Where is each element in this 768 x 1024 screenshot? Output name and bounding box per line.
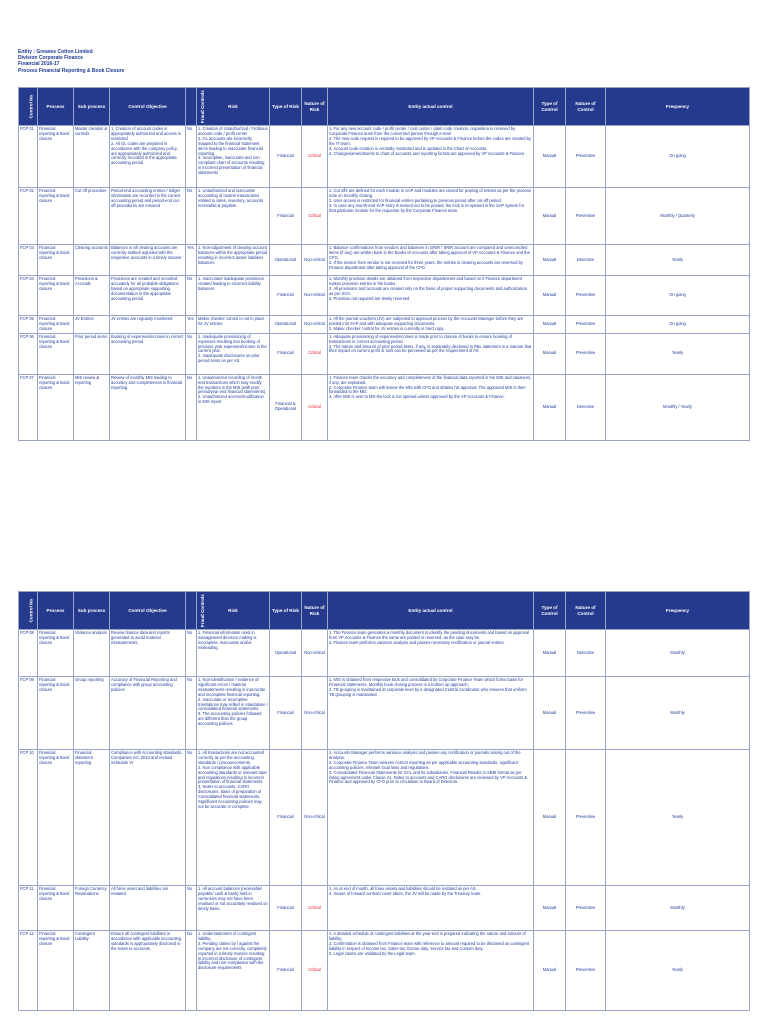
risk-type-cell: Financial [270,188,302,245]
table-row [19,374,750,440]
controls-table-1 [18,87,750,441]
frequency-cell: Yearly [606,750,750,886]
control-objective-cell: Compliance with Accounting standards, Companies Act, 2013 and revised Schedule VI [110,750,186,886]
document-header [18,49,124,74]
entity-control-cell: 1. Monthly provision details are obtained from respective departments and based on it Finance department makes provision entries in the books. 2. All provisions and accruals are created only on the basis of proper supporting documents and authorization as per SOA. 3. Provision not required are timely reversed. [328,276,534,316]
control-id-cell: FCP 02 [19,188,38,245]
risk-type-cell: Financial [270,126,302,188]
table-header-row [19,88,750,126]
header-process: Process [38,592,74,630]
header-sub-process: Sub process [74,88,110,126]
risk-cell: 1. Creation of Unauthorized / Fictitious account code / profit center 2. GL accounts are incorrectly mapped to the financial statement items leading to inaccurate financial reporting. 3. Incomplete, inaccurate and non compliant chart of accounts resulting in incorrect presentation of financial statements [197,126,270,188]
control-id-cell: FCP 05 [19,316,38,334]
risk-nature-cell: Non-critical [302,316,328,334]
risk-type-cell: Financial [270,276,302,316]
control-type-cell: Manual [534,126,566,188]
risk-nature-cell: Critical [302,333,328,374]
risk-type-cell: Financial [270,333,302,374]
risk-nature-cell: Critical [302,188,328,245]
table-body-2 [19,630,750,1011]
fraud-control-cell: No [186,931,197,1011]
fraud-control-cell: No [186,374,197,440]
fraud-control-cell: No [186,630,197,677]
risk-cell: 1. Financial information used in management decision making is incomplete, inaccurate and/or misleading. [197,630,270,677]
fraud-control-cell: No [186,886,197,931]
header-sub-process: Sub process [74,592,110,630]
risk-cell: 1. Inadequate provisioning of expenses resulting into booking of previous year expenses/income in the current year. 2. Inadequate disclosures on prior period items as per AS. [197,333,270,374]
header-control-no: Control No [19,88,38,126]
sub-process-cell: Contingent Liability [74,931,110,1011]
control-id-cell: FCP 10 [19,750,38,886]
process-cell: Financial reporting & Book closure [38,333,74,374]
control-id-cell: FCP 04 [19,276,38,316]
frequency-cell: Monthly [606,886,750,931]
header-fraud-controls: Fraud Controls [186,592,197,630]
header-type-of-control: Type of Control [534,88,566,126]
header-entity-control: Entity actual control [328,592,534,630]
control-type-cell: Manual [534,630,566,677]
risk-type-cell: Operational [270,245,302,276]
control-nature-cell: Preventive [566,126,606,188]
process-cell: Financial reporting & Book closure [38,750,74,886]
control-objective-cell: Review finance data and reports generated to avoid material misstatements. [110,630,186,677]
risk-cell: 1. All transactions are not accounted correctly as per the accounting standards / pronouncements. 2. Non compliance with applicable accounting standards or relevant laws and regulations resulting in incorrect presentation of financial statements 3. Notes to accounts, CARO disclosures, basis of preparation of Consolidated financial statements, Significant Accounting policies may not be accurate or complete. [197,750,270,886]
year-line: Financial 2016-17 [18,61,60,68]
control-id-cell: FCP 01 [19,126,38,188]
sub-process-cell: Group reporting [74,677,110,750]
frequency-cell: Monthly / Quarterly [606,188,750,245]
control-id-cell: FCP 03 [19,245,38,276]
sub-process-cell: Clearing accounts [74,245,110,276]
entity-line: Entity : Greaves Cotton Limited [18,49,93,55]
control-objective-cell: Provisions are created and recorded accurately for all probable obligations based on appropriate supporting documentation in the appropriate accounting period [110,276,186,316]
risk-cell: 1. Unauthorized and inaccurate accounting of routine transactions related to sales, inventory, accounts receivable & payable. [197,188,270,245]
sub-process-cell: Provisions & Accruals [74,276,110,316]
table-body-1 [19,126,750,441]
table-row [19,750,750,886]
entity-control-cell: 1. A detailed schedule of contingent liabilities at the year-end is prepared indicating the nature and amount of liability. 2. Confirmation is obtained from Finance team with reference to amount required to be disclosed as contingent liability in respect of Income tax, Sales tax, Excise duty, Service tax and Custom duty. 3. Legal claims are validated by the Legal team. [328,931,534,1011]
frequency-cell: On going [606,316,750,334]
table-row [19,677,750,750]
risk-cell: 1. Understatement of contingent liability. 2. Pending claims by / against the company are not correctly, completely reported in a timely manner resulting in incorrect disclosure of contingent liability and non-compliance with the disclosure requirements [197,931,270,1011]
fraud-control-cell: Yes [186,245,197,276]
risk-nature-cell: Critical [302,126,328,188]
control-objective-cell: Balances in all clearing accounts are correctly settled/ adjusted with the respective accounts in a timely manner [110,245,186,276]
entity-control-cell: 1. The Finance team generates a monthly document to identify the pending documents and based on approval from VP Accounts & Finance the same are posted or reversed, as the case may be. 2. Finance team performs variance analysis and passes necessary rectification or journal entries. [328,630,534,677]
risk-nature-cell: Critical [302,931,328,1011]
risk-type-cell: Financial [270,677,302,750]
control-type-cell: Manual [534,750,566,886]
frequency-cell: Monthly [606,630,750,677]
controls-table-2 [18,591,750,1011]
control-nature-cell: Detective [566,630,606,677]
header-control-objective: Control Objective [110,592,186,630]
fraud-control-cell: No [186,188,197,245]
risk-type-cell: Financial [270,750,302,886]
table-row [19,316,750,334]
process-cell: Financial reporting & Book closure [38,630,74,677]
division-line: Division Corporate Finance [18,55,84,62]
control-nature-cell: Preventive [566,677,606,750]
risk-nature-cell: Non-critical [302,677,328,750]
fraud-control-cell: No [186,126,197,188]
risk-nature-cell: Non-critical [302,630,328,677]
table-row [19,245,750,276]
frequency-cell: Monthly / Yearly [606,374,750,440]
process-cell: Financial reporting & Book closure [38,188,74,245]
header-type-of-risk: Type of Risk [270,88,302,126]
process-cell: Financial reporting & Book closure [38,677,74,750]
control-type-cell: Manual [534,333,566,374]
header-fraud-controls: Fraud Controls [186,88,197,126]
header-type-of-control: Type of Control [534,592,566,630]
header-frequency: Frequency [606,88,750,126]
header-risk: Risk [197,88,270,126]
risk-type-cell: Financial & Operational [270,374,302,440]
process-line: Process Financial Reporting & Book Closure [18,67,125,74]
table-header-row [19,592,750,630]
risk-nature-cell: Non-critical [302,276,328,316]
table-row [19,126,750,188]
header-control-no: Control No [19,592,38,630]
sub-process-cell: Cut off procedure [74,188,110,245]
fraud-control-cell: No [186,750,197,886]
control-type-cell: Manual [534,886,566,931]
control-nature-cell: Preventive [566,750,606,886]
process-cell: Financial reporting & Book closure [38,276,74,316]
control-id-cell: FCP 09 [19,677,38,750]
process-cell: Financial reporting & Book closure [38,374,74,440]
table-row [19,276,750,316]
entity-control-cell: 1. All the journal vouchers (JV) are subjected to approval process by the Accounts Manager before they are posted into SAP and with adequate supporting documents. 2. Maker checker control for JV entries is currently in hard copy. [328,316,534,334]
sub-process-cell: Financial statement reporting [74,750,110,886]
risk-nature-cell: Non-critical [302,750,328,886]
table-row [19,931,750,1011]
risk-cell: 1. Unauthorized recording of month end transactions which may modify the numbers in the MIS (with prior period/year end financial statements). 2. Unauthorized access/modification in MIS report [197,374,270,440]
header-nature-of-risk: Nature of Risk [302,592,328,630]
sub-process-cell: Variance analysis [74,630,110,677]
control-nature-cell: Preventive [566,333,606,374]
frequency-cell: Yearly [606,931,750,1011]
control-objective-cell: Review of monthly MIS leading to accuracy and completeness in financial reporting. [110,374,186,440]
risk-cell: 1. Inaccurate/ inadequate provisions created leading to incorrect liability balances [197,276,270,316]
risk-type-cell: Operational [270,316,302,334]
process-cell: Financial reporting & Book closure [38,886,74,931]
risk-cell: 1. All account balances (receivable/ payable/ cash & bank) held in currencies may not have been revalued or not accurately revalued on timely basis. [197,886,270,931]
control-nature-cell: Preventive [566,276,606,316]
risk-type-cell: Operational [270,630,302,677]
control-id-cell: FCP 11 [19,886,38,931]
entity-control-cell: 1. Finance team checks the accuracy and completeness of the financial data reported in the MIS and variances, if any, are explained. 2. Corporate Finance team will review the MIS with CFO and obtains his approval. The approved MIS is then forwarded to the MD. 3. After MIS is sent to MD the lock is not opened unless approved by the VP Accounts & Finance. [328,374,534,440]
control-objective-cell: Booking of expenses/incomes in correct accounting period [110,333,186,374]
control-id-cell: FCP 07 [19,374,38,440]
header-entity-control: Entity actual control [328,88,534,126]
control-nature-cell: Preventive [566,316,606,334]
control-type-cell: Manual [534,276,566,316]
sub-process-cell: MIS review & reporting [74,374,110,440]
risk-nature-cell: Critical [302,374,328,440]
risk-cell: Maker checker control is not in place for JV entries. [197,316,270,334]
table-row [19,188,750,245]
frequency-cell: Monthly [606,677,750,750]
control-type-cell: Manual [534,245,566,276]
control-objective-cell: 1. Creation of account codes is appropriately authorized and access is restricted 2. All GL codes are prepared in accordance with the company policy, are appropriately authorized and correctly recorded in the appropriate accounting period [110,126,186,188]
entity-control-cell: 1. MIS is obtained from respective BUs and consolidated by Corporate Finance Team which forms basis for Financial statements. Monthly book closing process is a bottom up approach. 2. TB grouping is maintained at corporate level by a designated Central coordinator who ensures that uniform TB grouping is maintained. [328,677,534,750]
control-type-cell: Manual [534,316,566,334]
header-nature-of-control: Nature of Control [566,88,606,126]
risk-nature-cell: Critical [302,886,328,931]
table-row [19,630,750,677]
sub-process-cell: Master creation & controls [74,126,110,188]
risk-cell: 1. Non-adjustment of clearing account balances within the appropriate period resulting in incorrect asset/ liabilities balances [197,245,270,276]
control-type-cell: Manual [534,677,566,750]
control-id-cell: FCP 12 [19,931,38,1011]
entity-control-cell: 1. Adequate provisioning of expenses/incomes is made prior to closure of books to ensure booking of transactions in correct accounting period. 2. The nature and amount of prior period items, if any, is separately disclosed in P&L statement in a manner that their impact on current profit or loss can be perceived as per the requirement of AS [328,333,534,374]
control-nature-cell: Detective [566,374,606,440]
header-type-of-risk: Type of Risk [270,592,302,630]
header-risk: Risk [197,592,270,630]
frequency-cell: Yearly [606,245,750,276]
control-id-cell: FCP 08 [19,630,38,677]
header-frequency: Frequency [606,592,750,630]
risk-cell: 1. Non-identification / evidence of significant errors / material misstatements resulting in inaccurate and incomplete financial reporting. 2. Inaccurate or Incomplete translations may reflect in standalone / consolidated financial statements. 3. The accounting policies followed are different than the group accounting policies. [197,677,270,750]
header-nature-of-control: Nature of Control [566,592,606,630]
control-objective-cell: Accuracy of Financial Reporting and compliance with group accounting policies [110,677,186,750]
process-cell: Financial reporting & Book closure [38,126,74,188]
control-nature-cell: Preventive [566,931,606,1011]
risk-type-cell: Financial [270,886,302,931]
control-nature-cell: Preventive [566,188,606,245]
fraud-control-cell: No [186,677,197,750]
process-cell: Financial reporting & Book closure [38,316,74,334]
risk-type-cell: Financial [270,931,302,1011]
sub-process-cell: JV Entries [74,316,110,334]
control-id-cell: FCP 06 [19,333,38,374]
table-row [19,333,750,374]
fraud-control-cell: Yes [186,316,197,334]
header-control-objective: Control Objective [110,88,186,126]
fraud-control-cell: No [186,333,197,374]
sub-process-cell: Prior period items [74,333,110,374]
process-cell: Financial reporting & Book closure [38,931,74,1011]
header-process: Process [38,88,74,126]
control-objective-cell: JV entries are regularly monitored [110,316,186,334]
sub-process-cell: Foreign Currency Revaluations [74,886,110,931]
process-cell: Financial reporting & Book closure [38,245,74,276]
control-nature-cell: Preventive [566,886,606,931]
entity-control-cell: 1. Balance confirmations from vendors and balances in GRIR / SRIR account are compared and unreconciled items (if any) are written back in the Books of Accounts after taking approval of VP Accounts & Finance and the CFO. 2. If the invoice from vendor is not received for three years, the entries in clearing accounts are reversed by Finance department after taking approval of the CFO. [328,245,534,276]
control-objective-cell: Period-end accounting entries / ledger information are recorded in the correct accounting period and period-end cut-off procedures are ensured [110,188,186,245]
header-nature-of-risk: Nature of Risk [302,88,328,126]
entity-control-cell: 1. Cut offs are defined for each module in SAP and modules are closed for posting of entries as per the process note on monthly closing. 2. User access is restricted for financial entries pertaining to previous period after cut-off period. 3. In case any month-end SAP entry is missed out to be posted, the lock is re-opened in the SAP system for that particular module for the requestor by the Corporate Finance team. [328,188,534,245]
control-type-cell: Manual [534,374,566,440]
frequency-cell: On going [606,126,750,188]
entity-control-cell: 1. For any new account code / profit center / cost center / plant code creation, requisition is received by Corporate Finance team from the concerned person through e-mail 2. The new code request is required to be approved by VP Accounts & Finance before the codes are created by the IT team. 3. Account code creation is centrally monitored and is updated in the Chart of Accounts. 4. Changes/amendments to chart of accounts and reporting format are approved by VP Accounts & Finance. [328,126,534,188]
frequency-cell: Yearly [606,333,750,374]
control-objective-cell: All forex asset and liabilities are restated. [110,886,186,931]
risk-nature-cell: Non-critical [302,245,328,276]
control-type-cell: Manual [534,188,566,245]
control-nature-cell: Detective [566,245,606,276]
table-row [19,886,750,931]
frequency-cell: On going [606,276,750,316]
fraud-control-cell: No [186,276,197,316]
control-objective-cell: Ensure all contingent liabilities in accordance with applicable accounting standards is appropriately disclosed in the notes to accounts. [110,931,186,1011]
control-type-cell: Manual [534,931,566,1011]
entity-control-cell: 1. As at end of month, all forex assets and liabilities should be restated as per AS. 2. Incase of forward contract cover taken, the JV will be made by the Treasury team. [328,886,534,931]
entity-control-cell: 1. Accounts Manager performs variance analysis and passes any rectification or journals arising out of the analysis. 2. Corporate Finance Team ensures correct reporting as per applicable accounting standards, significant accounting policies, relevant local laws and regulations. 3. Consolidated Financial Statements for GCL and its subsidiaries, Financial Results in SEBI format as per listing agreement under Clause 41, Notes to accounts and CARO disclosures are reviewed by VP Accounts & Finance and approved by CFO prior to circulation to Board of Directors. [328,750,534,886]
